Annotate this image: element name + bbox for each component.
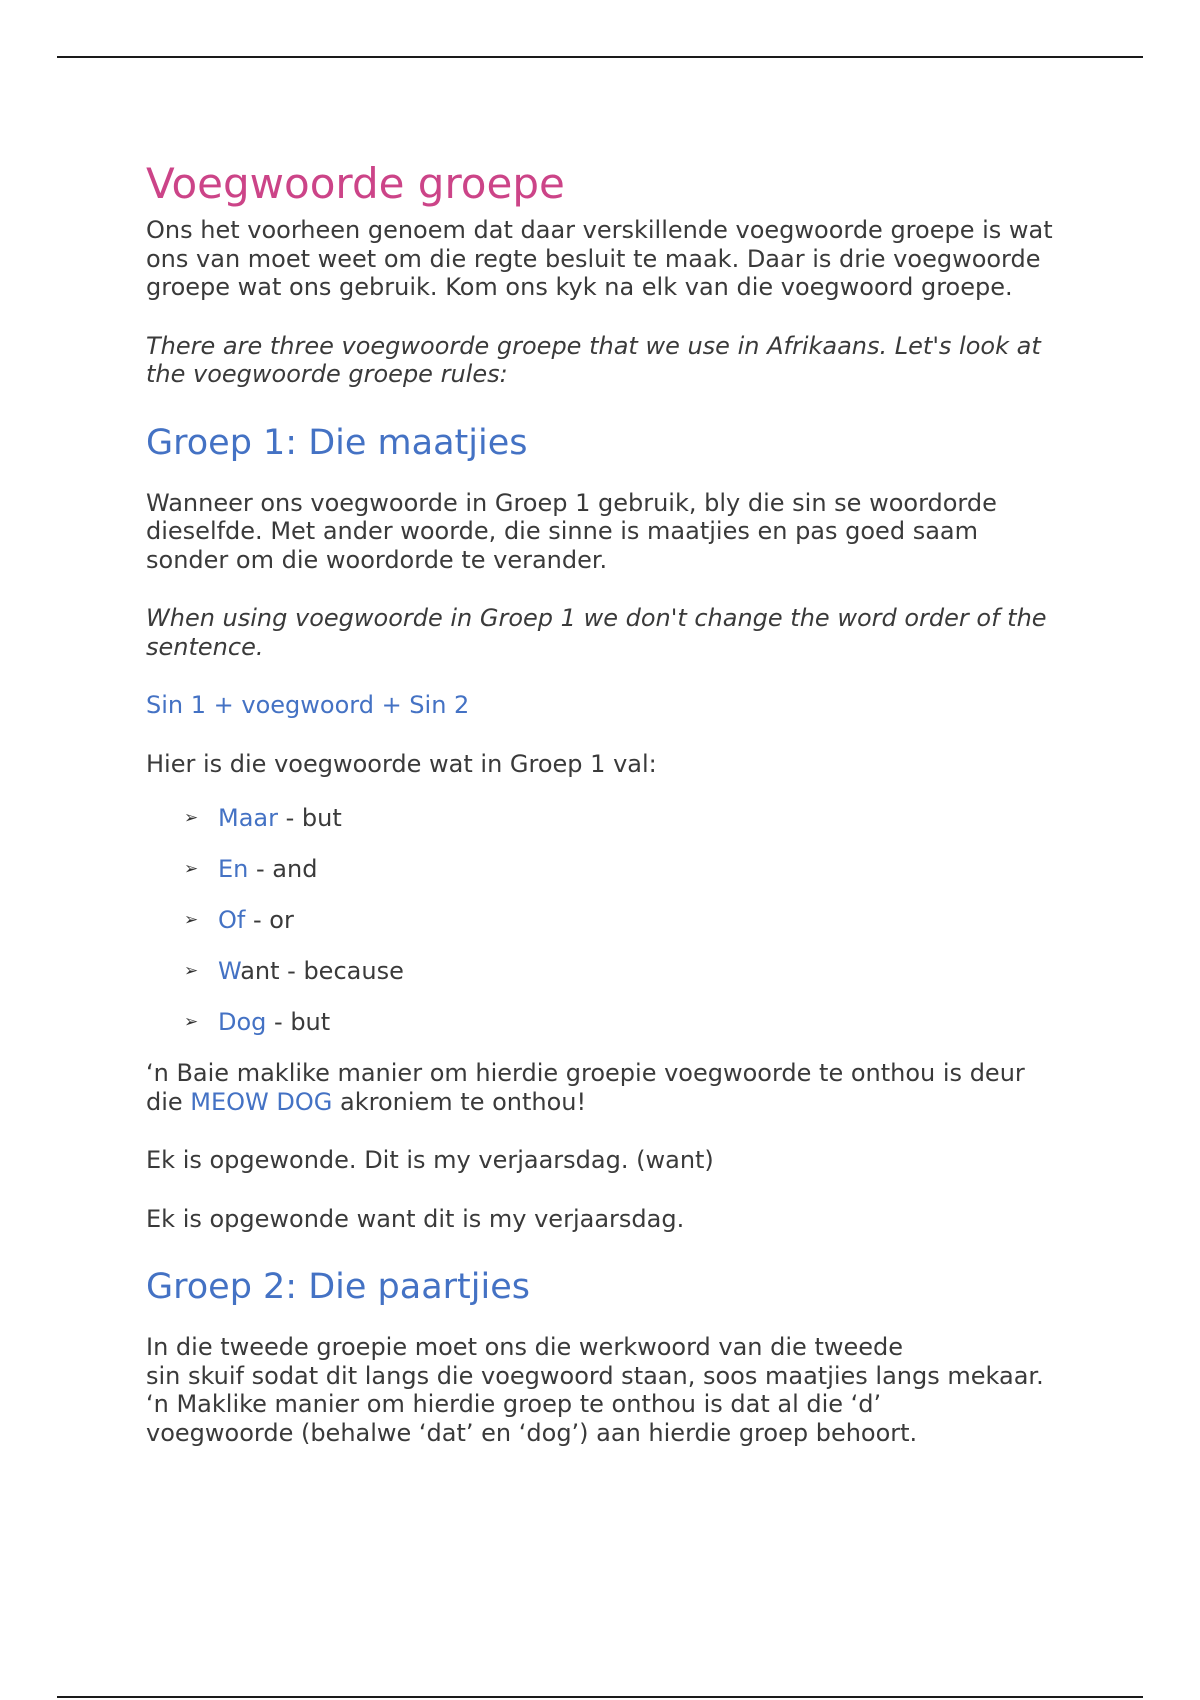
conjunction-meaning: - but [278,804,342,832]
conjunction-term: Of [218,906,246,934]
conjunction-meaning: - or [245,906,294,934]
arrow-bullet-icon: ➢ [184,910,199,930]
list-item [184,804,1066,855]
group2-line-2: sin skuif sodat dit langs die voegwoord staan, soos maatjies langs mekaar. [146,1361,1044,1390]
conjunction-meaning: - because [279,957,404,985]
top-rule [57,56,1143,58]
list-item [184,957,1066,1008]
list-item [184,855,1066,906]
group1-formula: Sin 1 + voegwoord + Sin 2 [146,691,470,719]
conjunction-term-rest: ant [240,957,280,985]
group1-heading: Groep 1: Die maatjies [146,422,528,463]
conjunction-term: Maar [218,804,278,832]
conjunction-term: En [218,855,249,883]
acronym-paragraph [146,1059,1066,1116]
arrow-bullet-icon: ➢ [184,1012,199,1032]
group2-heading: Groep 2: Die paartjies [146,1267,530,1307]
intro-paragraph: Ons het voorheen genoem dat daar verskillende voegwoorde groepe is wat ons van moet weet om die regte besluit te maak. Daar is drie voegwoorde groepe wat ons gebruik. Kom ons kyk na elk van die voegwoord groepe. [146,216,1053,301]
arrow-bullet-icon: ➢ [184,808,199,828]
list-item [184,906,1066,957]
conjunction-term: W [218,957,241,985]
bottom-rule [57,1696,1143,1698]
group1-list-intro: Hier is die voegwoorde wat in Groep 1 val: [146,749,657,778]
arrow-bullet-icon: ➢ [184,961,199,981]
list-item [184,1008,1066,1059]
example-sentence-2: Ek is opgewonde want dit is my verjaarsdag. [146,1204,685,1233]
group2-line-1: In die tweede groepie moet ons die werkwoord van die tweede [146,1333,904,1361]
conjunction-meaning: - but [266,1008,331,1036]
example-sentence-1: Ek is opgewonde. Dit is my verjaarsdag. (want) [146,1146,714,1174]
arrow-bullet-icon: ➢ [184,859,199,879]
group1-paragraph: Wanneer ons voegwoorde in Groep 1 gebruik, bly die sin se woordorde dieselfde. Met ander woorde, die sinne is maatjies en pas goed saam sonder om die woordorde te verander. [146,488,997,574]
document-content [146,158,1066,1447]
group2-line-4: voegwoorde (behalwe ‘dat’ en ‘dog’) aan hierdie groep behoort. [146,1418,918,1447]
group2-line-3: ‘n Maklike manier om hierdie groep te onthou is dat al die ‘d’ [146,1390,882,1418]
group1-conjunction-list [146,804,1066,1059]
acronym: MEOW DOG [190,1087,333,1116]
intro-english: There are three voegwoorde groepe that we use in Afrikaans. Let's look at the voegwoorde groepe rules: [146,331,1041,388]
page-title: Voegwoorde groepe [146,159,565,208]
conjunction-term: Dog [218,1008,267,1036]
conjunction-meaning: - and [248,855,318,883]
group1-english: When using voegwoorde in Groep 1 we don't change the word order of the sentence. [146,604,1047,661]
acronym-text-after: akroniem te onthou! [332,1087,587,1116]
acronym-text-before: ‘n Baie maklike manier om hierdie groepie voegwoorde te onthou is deur die [146,1059,1025,1116]
